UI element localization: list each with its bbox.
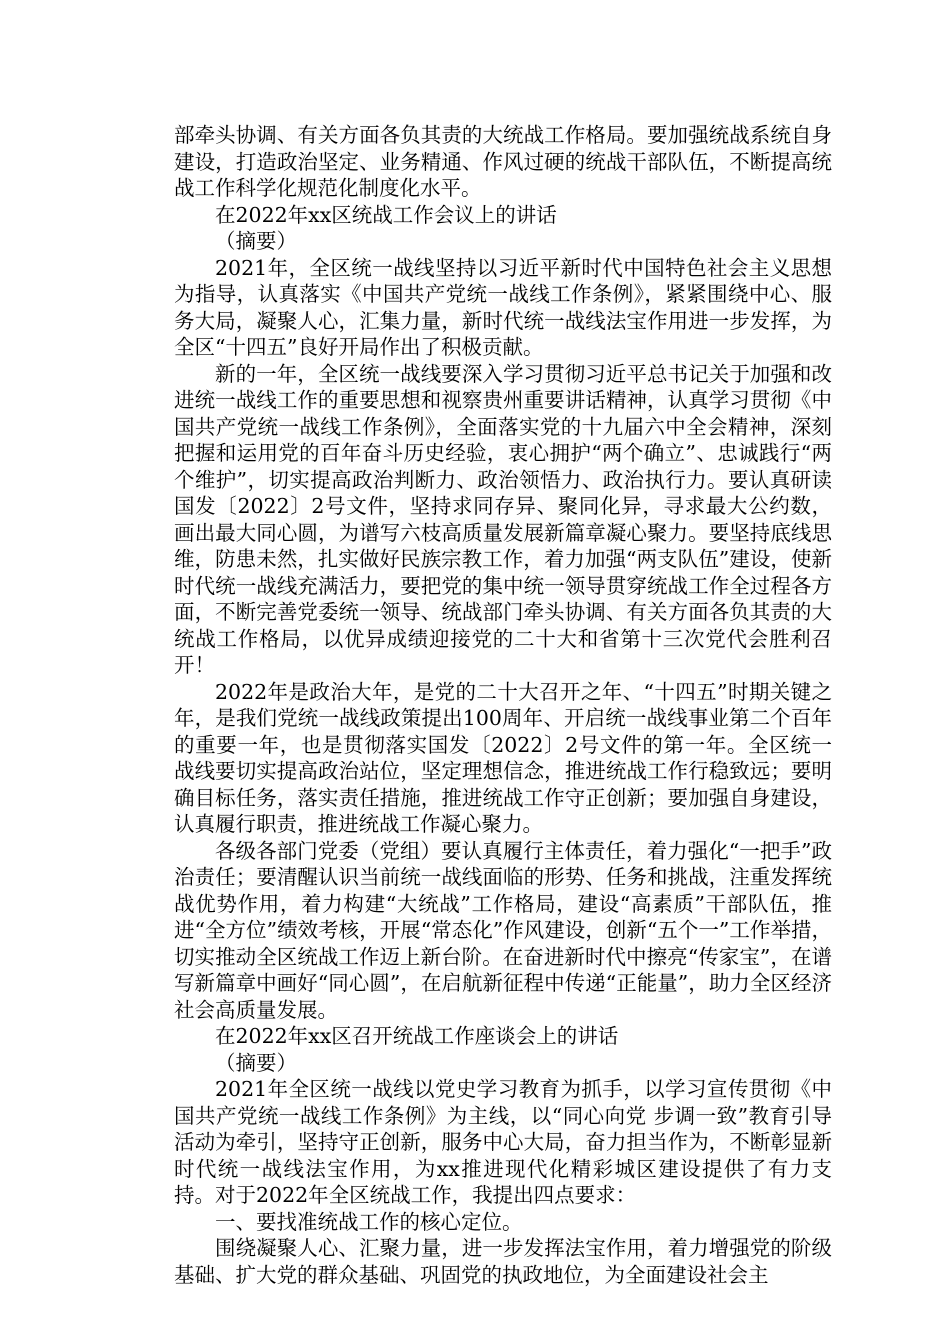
paragraph: 各级各部门党委（党组）要认真履行主体责任，着力强化“一把手”政治责任；要清醒认识当前统一战线面临的形势、任务和挑战，注重发挥统战优势作用，着力构建“大统战”工作格局，建设“高素质”干部队伍，推进“全方位”绩效考核，开展“常态化”作风建设，创新“五个一”工作举措，切实推动全区统战工作迈上新台阶。在奋进新时代中擦亮“传家宝”，在谱写新篇章中画好“同心圆”，在启航新征程中传递“正能量”，助力全区经济社会高质量发展。 bbox=[174, 838, 832, 1022]
abstract-label: （摘要） bbox=[215, 229, 297, 253]
requirement-heading: 一、要找准统战工作的核心定位。 bbox=[215, 1209, 523, 1234]
paragraph: 2021年全区统一战线以党史学习教育为抓手，以学习宣传贯彻《中国共产党统一战线工作条例》为主线，以“同心向党 步调一致”教育引导活动为牵引，坚持守正创新，服务中心大局，奋力担当作为，不断彰显新时代统一战线法宝作用，为xx推进现代化精彩城区建设提供了有力支持。对于2022年全区统战工作，我提出四点要求： bbox=[174, 1077, 832, 1207]
section-title-meeting-speech: 在2022年xx区统战工作会议上的讲话 bbox=[215, 202, 557, 227]
paragraph: 2022年是政治大年，是党的二十大召开之年、“十四五”时期关键之年，是我们党统一战线政策提出100周年、开启统一战线事业第二个百年的重要一年，也是贯彻落实国发〔2022〕2号文件的第一年。全区统一战线要切实提高政治站位，坚定理想信念，推进统战工作行稳致远；要明确目标任务，落实责任措施，推进统战工作守正创新；要加强自身建设，认真履行职责，推进统战工作凝心聚力。 bbox=[174, 679, 832, 836]
paragraph: 2021年，全区统一战线坚持以习近平新时代中国特色社会主义思想为指导，认真落实《中国共产党统一战线工作条例》，紧紧围绕中心、服务大局，凝聚人心，汇集力量，新时代统一战线法宝作用进一步发挥，为全区“十四五”良好开局作出了积极贡献。 bbox=[174, 255, 832, 359]
document-body bbox=[174, 122, 832, 1288]
section-title-symposium-speech: 在2022年xx区召开统战工作座谈会上的讲话 bbox=[215, 1024, 619, 1048]
paragraph: 新的一年，全区统一战线要深入学习贯彻习近平总书记关于加强和改进统一战线工作的重要思想和视察贵州重要讲话精神，认真学习贯彻《中国共产党统一战线工作条例》，全面落实党的十九届六中全会精神，深刻把握和运用党的百年奋斗历史经验，衷心拥护“两个确立”、忠诚践行“两个维护”，切实提高政治判断力、政治领悟力、政治执行力。要认真研读国发〔2022〕2号文件，坚持求同存异、聚同化异，寻求最大公约数，画出最大同心圆，为谱写六枝高质量发展新篇章凝心聚力。要坚持底线思维，防患未然，扎实做好民族宗教工作，着力加强“两支队伍”建设，使新时代统一战线充满活力，要把党的集中统一领导贯穿统战工作全过程各方面，不断完善党委统一领导、统战部门牵头协调、有关方面各负其责的大统战工作格局，以优异成绩迎接党的二十大和省第十三次党代会胜利召开！ bbox=[174, 361, 832, 677]
paragraph: 围绕凝聚人心、汇聚力量，进一步发挥法宝作用，着力增强党的阶级基础、扩大党的群众基础、巩固党的执政地位，为全面建设社会主 bbox=[174, 1236, 832, 1287]
paragraph-continued: 部牵头协调、有关方面各负其责的大统战工作格局。要加强统战系统自身建设，打造政治坚定、业务精通、作风过硬的统战干部队伍，不断提高统战工作科学化规范化制度化水平。 bbox=[174, 123, 832, 200]
abstract-label: （摘要） bbox=[215, 1050, 297, 1075]
